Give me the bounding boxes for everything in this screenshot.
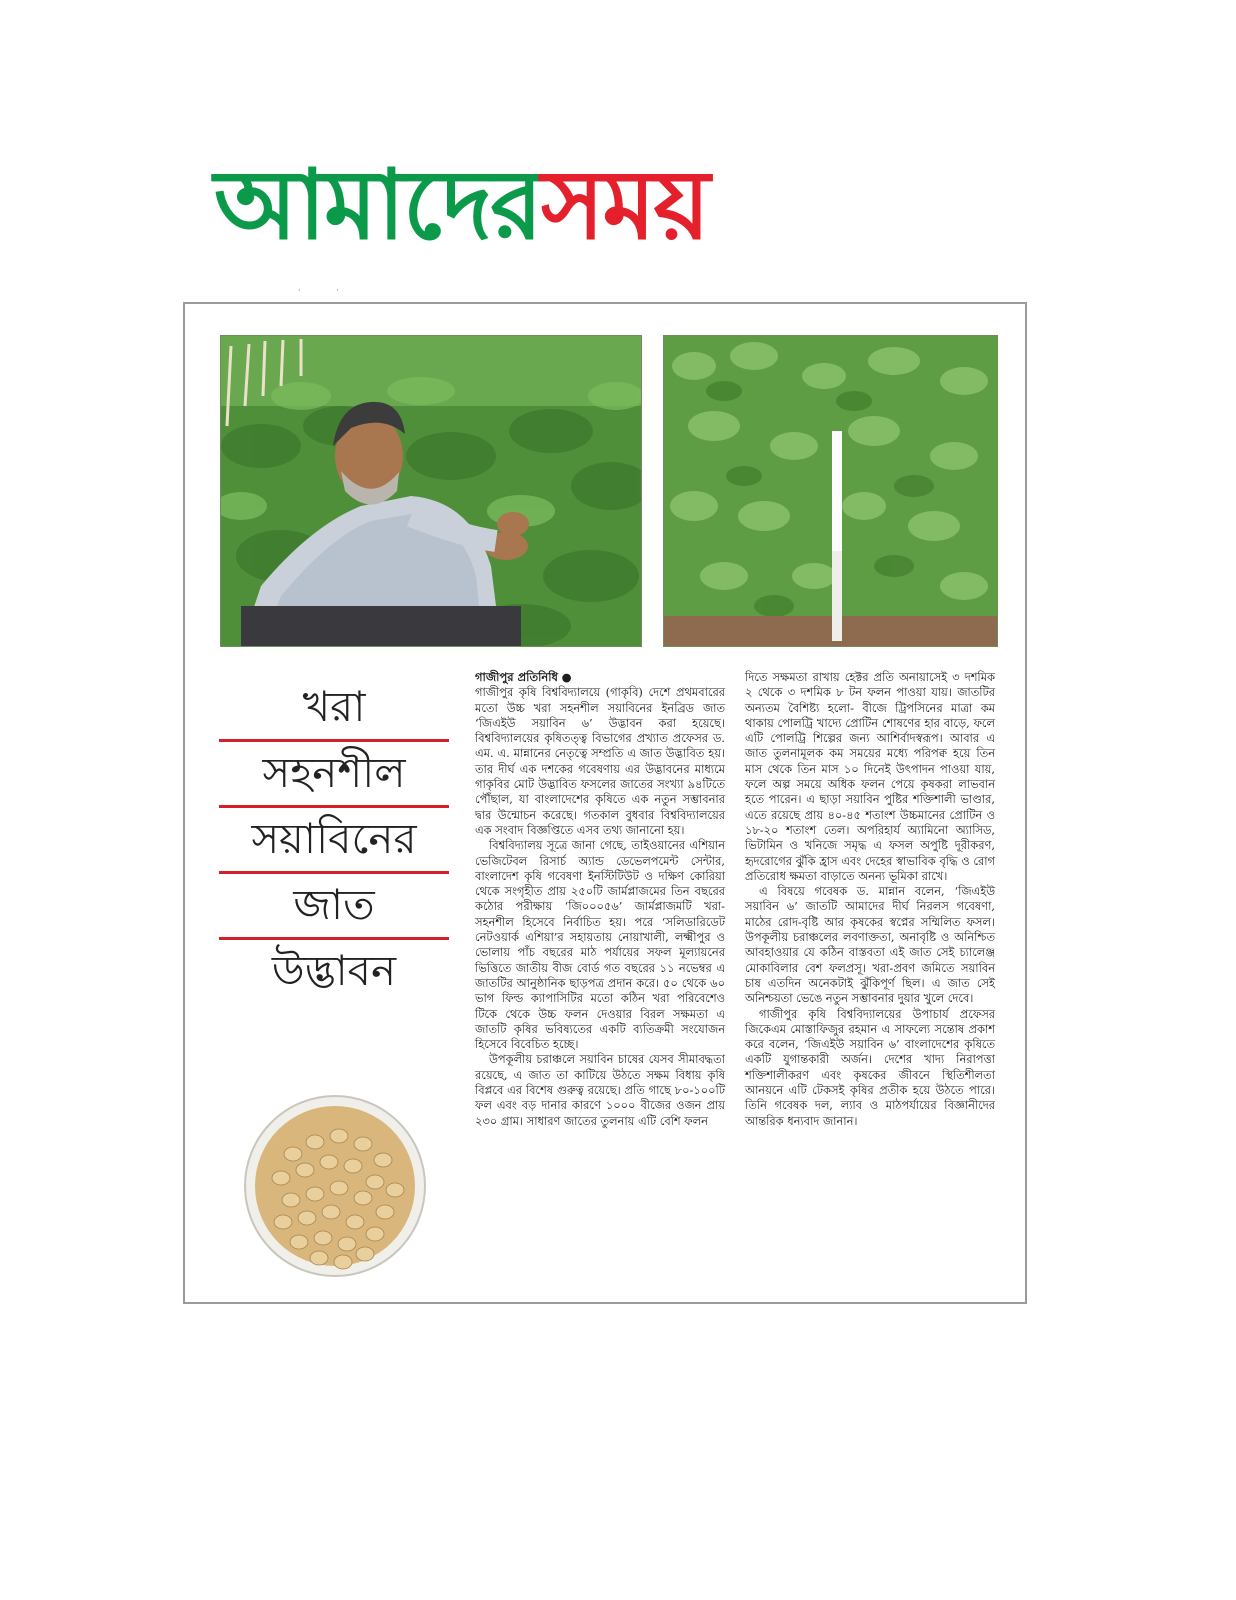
soybean-bowl-photo: [243, 1094, 427, 1278]
article-paragraph: গাজীপুর কৃষি বিশ্ববিদ্যালয়ে (গাকৃবি) দেশে প্রথমবারের মতো উচ্চ খরা সহনশীল সয়াবিনের ইনব্রিড জাত ‘জিএইউ সয়াবিন ৬’ উদ্ভাবন করা হয়েছে। বিশ্ববিদ্যালয়ের কৃষিতত্ত্ব বিভাগের প্রখ্যাত প্রফেসর ড. এম. এ. মান্নানের নেতৃত্বে সম্প্রতি এ জাত উদ্ভাবিত হয়। তার দীর্ঘ এক দশকের গবেষণায় এর উদ্ভাবনের মাধ্যমে গাকৃবির মোট উদ্ভাবিত ফসলের জাতের সংখ্যা ৯৪টিতে পৌঁছাল, যা বাংলাদেশের কৃষিতে এক নতুন সম্ভাবনার দ্বার উন্মোচন করেছে। গতকাল বুধবার বিশ্ববিদ্যালয়ের এক সংবাদ বিজ্ঞপ্তিতে এসব তথ্য জানানো হয়।: [475, 685, 725, 837]
headline-line-5: উদ্ভাবন: [271, 946, 397, 995]
newspaper-masthead: [214, 140, 1004, 270]
article-paragraph: উপকূলীয় চরাঞ্চলে সয়াবিন চাষের যেসব সীমাবদ্ধতা রয়েছে, এ জাত তা কাটিয়ে উঠতে সক্ষম বিধায় কৃষি বিপ্লবে এর বিশেষ গুরুত্ব রয়েছে। প্রতি গাছে ৮০-১০০টি ফল এবং বড় দানার কারণে ১০০০ বীজের ওজন প্রায় ২৩০ গ্রাম। সাধারণ জাতের তুলনায় এটি বেশি ফলন: [475, 1052, 725, 1128]
article-paragraph: বিশ্ববিদ্যালয় সূত্রে জানা গেছে, তাইওয়ানের এশিয়ান ভেজিটেবল রিসার্চ অ্যান্ড ডেভেলপমেন্ট সেন্টার, বাংলাদেশ কৃষি গবেষণা ইনস্টিটিউট ও দক্ষিণ কোরিয়া থেকে সংগৃহীত প্রায় ২৫০টি জার্মপ্লাজমের তিন বছরের কঠোর পরীক্ষায় ‘জি০০০৫৬’ জার্মপ্লাজমটি খরা-সহনশীল হিসেবে নির্বাচিত হয়। পরে ‘সলিডারিডেট নেটওয়ার্ক এশিয়া’র সহায়তায় নোয়াখালী, লক্ষ্মীপুর ও ভোলায় পাঁচ বছরের মাঠ পর্যায়ের সফল মূল্যায়নের ভিত্তিতে জাতীয় বীজ বোর্ড গত বছরের ১১ নভেম্বর এ জাতটির আনুষ্ঠানিক ছাড়পত্র প্রদান করে। ৫০ থেকে ৬০ ভাগ ফিল্ড ক্যাপাসিটির মতো কঠিন খরা পরিবেশেও টিকে থেকে উচ্চ ফলন দেওয়ার বিরল সক্ষমতা এ জাতটি কৃষির ভবিষ্যতের একটি ব্যতিক্রমী সংযোজন হিসেবে বিবেচিত হচ্ছে।: [475, 838, 725, 1052]
article-byline: গাজীপুর প্রতিনিধি ●: [475, 670, 572, 684]
article-column-1: [475, 670, 725, 1129]
soybean-plot-photo: [663, 335, 998, 647]
scan-specks: · ·: [298, 286, 339, 295]
headline-line-4: জাত: [219, 874, 449, 940]
masthead-green-part: আমাদের: [214, 149, 541, 261]
article-headline: [219, 676, 449, 1006]
headline-line-2: সহনশীল: [219, 742, 449, 808]
scientist-in-field-photo: [220, 335, 642, 647]
article-column-2: [745, 670, 995, 1129]
masthead-red-part: সময়: [540, 149, 709, 261]
article-paragraph: এ বিষয়ে গবেষক ড. মান্নান বলেন, ‘জিএইউ সয়াবিন ৬’ জাতটি আমাদের দীর্ঘ নিরলস গবেষণা, মাঠের রোদ-বৃষ্টি আর কৃষকের স্বপ্নের সম্মিলিত ফসল। উপকূলীয় চরাঞ্চলের লবণাক্ততা, অনাবৃষ্টি ও অনিশ্চিত আবহাওয়ার যে কঠিন বাস্তবতা এই জাত সেই চ্যালেঞ্জ মোকাবিলার বেশ ফলপ্রসূ। খরা-প্রবণ জমিতে সয়াবিন চাষ এতদিন অনেকটাই ঝুঁকিপূর্ণ ছিল। এ জাত সেই অনিশ্চয়তা ভেঙে নতুন সম্ভাবনার দুয়ার খুলে দেবে।: [745, 884, 995, 1006]
headline-line-3: সয়াবিনের: [219, 808, 449, 874]
article-frame: [183, 302, 1027, 1304]
article-paragraph: গাজীপুর কৃষি বিশ্ববিদ্যালয়ের উপাচার্য প্রফেসর জিকেএম মোস্তাফিজুর রহমান এ সাফল্যে সন্তোষ প্রকাশ করে বলেন, ‘জিএইউ সয়াবিন ৬’ বাংলাদেশের কৃষিতে একটি যুগান্তকারী অর্জন। দেশের খাদ্য নিরাপত্তা শক্তিশালীকরণ এবং কৃষকের জীবনে স্থিতিশীলতা আনয়নে এটি টেকসই কৃষির প্রতীক হয়ে উঠতে পারে। তিনি গবেষক দল, ল্যাব ও মাঠপর্যায়ের বিজ্ঞানীদের আন্তরিক ধন্যবাদ জানান।: [745, 1006, 995, 1128]
headline-line-1: খরা: [219, 676, 449, 742]
article-paragraph: দিতে সক্ষমতা রাখায় হেক্টর প্রতি অনায়াসেই ৩ দশমিক ২ থেকে ৩ দশমিক ৮ টন ফলন পাওয়া যায়। জাতটির অন্যতম বৈশিষ্ট্য হলো- বীজে ট্রিপসিনের মাত্রা কম থাকায় পোলট্রি খাদ্যে প্রোটিন শোষণের হার বাড়ে, ফলে এটি পোলট্রি শিল্পের জন্য আশির্বাদস্বরূপ। আবার এ জাত তুলনামূলক কম সময়ের মধ্যে পরিপক্ব হয়ে তিন মাস থেকে তিন মাস ১০ দিনেই উৎপাদন পাওয়া যায়, ফলে অল্প সময়ে অধিক ফলন পেয়ে কৃষকরা লাভবান হতে পারেন। এ ছাড়া সয়াবিন পুষ্টির শক্তিশালী ভাণ্ডার, এতে রয়েছে প্রায় ৪০-৪৫ শতাংশ উচ্চমানের প্রোটিন ও ১৮-২০ শতাংশ তেল। অপরিহার্য অ্যামিনো অ্যাসিড, ভিটামিন ও খনিজে সমৃদ্ধ এ ফসল অপুষ্টি দূরীকরণ, হৃদরোগের ঝুঁকি হ্রাস এবং দেহের স্বাভাবিক বৃদ্ধি ও রোগ প্রতিরোধ ক্ষমতা বাড়াতে অনন্য ভূমিকা রাখে।: [745, 670, 995, 883]
